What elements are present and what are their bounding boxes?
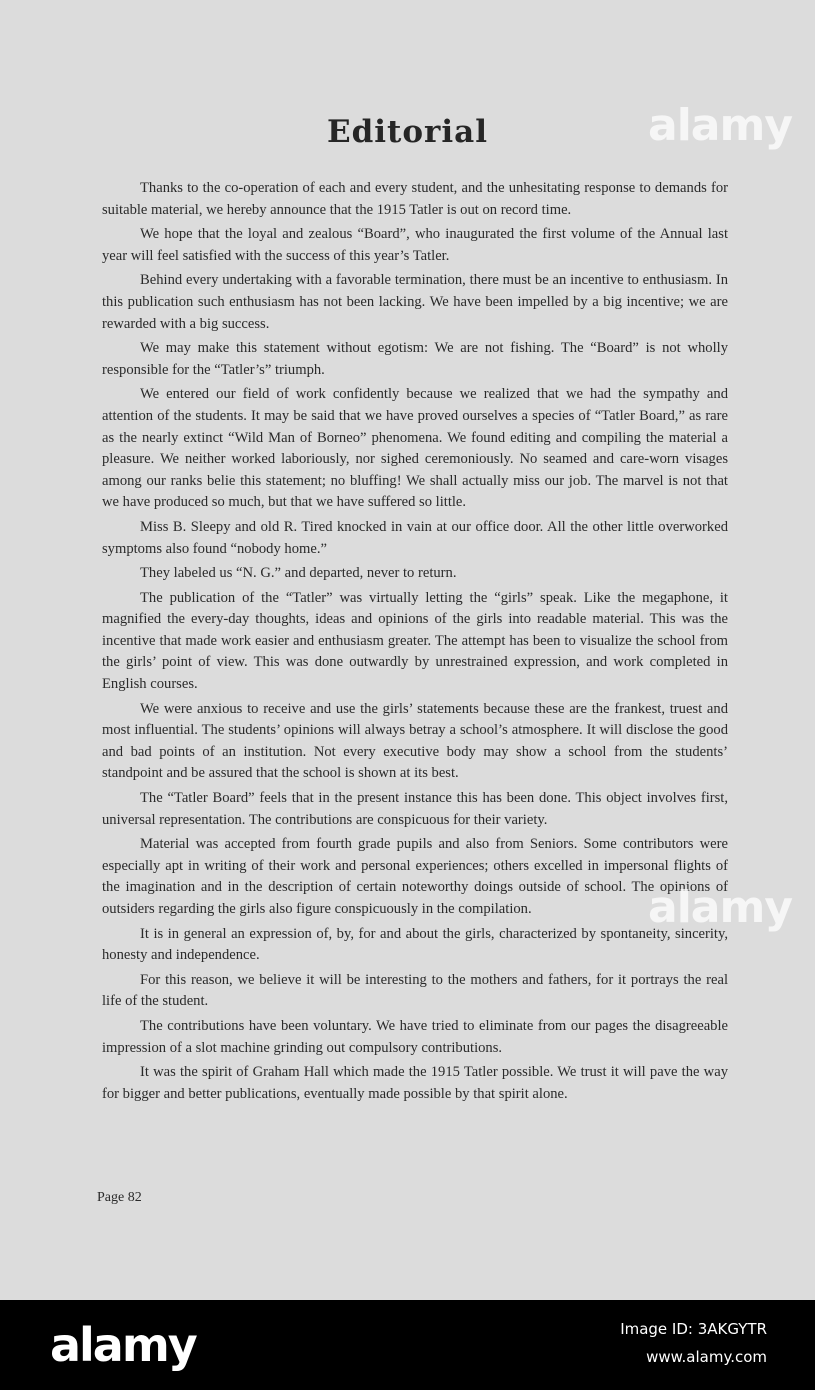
- paragraph: Material was accepted from fourth grade pupils and also from Seniors. Some contributors were especially apt in writing of their work and personal experiences; others excelled in impersonal flights of the imagination and in the description of certain noteworthy doings outside of school. The opinions of outsiders regarding the girls also figure conspicuously in the compilation.: [102, 836, 728, 917]
- editorial-body: [102, 178, 728, 1108]
- paragraph: For this reason, we believe it will be interesting to the mothers and fathers, for it portrays the real life of the student.: [102, 971, 728, 1010]
- alamy-logo: alamy: [50, 1318, 196, 1372]
- image-id: Image ID: 3AKGYTR: [620, 1320, 767, 1338]
- paragraph: It was the spirit of Graham Hall which made the 1915 Tatler possible. We trust it will pave the way for bigger and better publications, eventually made possible by that spirit alone.: [102, 1064, 728, 1102]
- paragraph: It is in general an expression of, by, for and about the girls, characterized by spontaneity, sincerity, honesty and independence.: [102, 925, 728, 964]
- paragraph: Behind every undertaking with a favorable termination, there must be an incentive to enthusiasm. In this publication such enthusiasm has not been lacking. We have been impelled by a big incentive; we are rewarded with a big success.: [102, 272, 728, 332]
- stock-footer: [0, 1300, 815, 1390]
- paragraph: We were anxious to receive and use the girls’ statements because these are the frankest, truest and most influential. The students’ opinions will always betray a school’s atmosphere. It will disclose the good and bad points of an institution. Not every executive body may show a school from the students’ standpoint and be assured that the school is shown at its best.: [102, 700, 728, 782]
- paragraph: We entered our field of work confidently because we realized that we had the sympathy and attention of the students. It may be said that we have proved ourselves a species of “Tatler Board,” as rare as the nearly extinct “Wild Man of Borneo” phenomena. We found editing and compiling the material a pleasure. We neither worked laboriously, nor sighed ceremoniously. No seamed and care-worn visages among our ranks belie this statement; no bluffing! We shall actually miss our job. The marvel is not that we have produced so much, but that we have suffered so little.: [102, 386, 728, 511]
- watermark-top: alamy: [648, 100, 792, 151]
- watermark-middle: alamy: [648, 882, 792, 933]
- paragraph: Miss B. Sleepy and old R. Tired knocked in vain at our office door. All the other little overworked symptoms also found “nobody home.”: [102, 518, 728, 557]
- footer-url: www.alamy.com: [646, 1348, 767, 1366]
- paragraph: We hope that the loyal and zealous “Board”, who inaugurated the first volume of the Annual last year will feel satisfied with the success of this year’s Tatler.: [102, 226, 728, 264]
- paragraph: We may make this statement without egotism: We are not fishing. The “Board” is not wholly responsible for the “Tatler’s” triumph.: [102, 340, 728, 378]
- page-number: Page 82: [97, 1190, 142, 1205]
- paragraph: They labeled us “N. G.” and departed, never to return.: [140, 565, 457, 582]
- paragraph: The “Tatler Board” feels that in the present instance this has been done. This object involves first, universal representation. The contributions are conspicuous for their variety.: [102, 790, 728, 828]
- page-title: Editorial: [326, 114, 489, 150]
- paragraph: Thanks to the co-operation of each and every student, and the unhesitating response to demands for suitable material, we hereby announce that the 1915 Tatler is out on record time.: [102, 180, 728, 218]
- paragraph: The contributions have been voluntary. We have tried to eliminate from our pages the disagreeable impression of a slot machine grinding out compulsory contributions.: [102, 1017, 728, 1056]
- paragraph: The publication of the “Tatler” was virtually letting the “girls” speak. Like the megaphone, it magnified the every-day thoughts, ideas and opinions of the girls into readable material. This was the incentive that made work easier and enthusiasm greater. The attempt has been to visualize the school from the girls’ point of view. This was done outwardly by unrestrained expression, and work completed in English courses.: [102, 589, 728, 693]
